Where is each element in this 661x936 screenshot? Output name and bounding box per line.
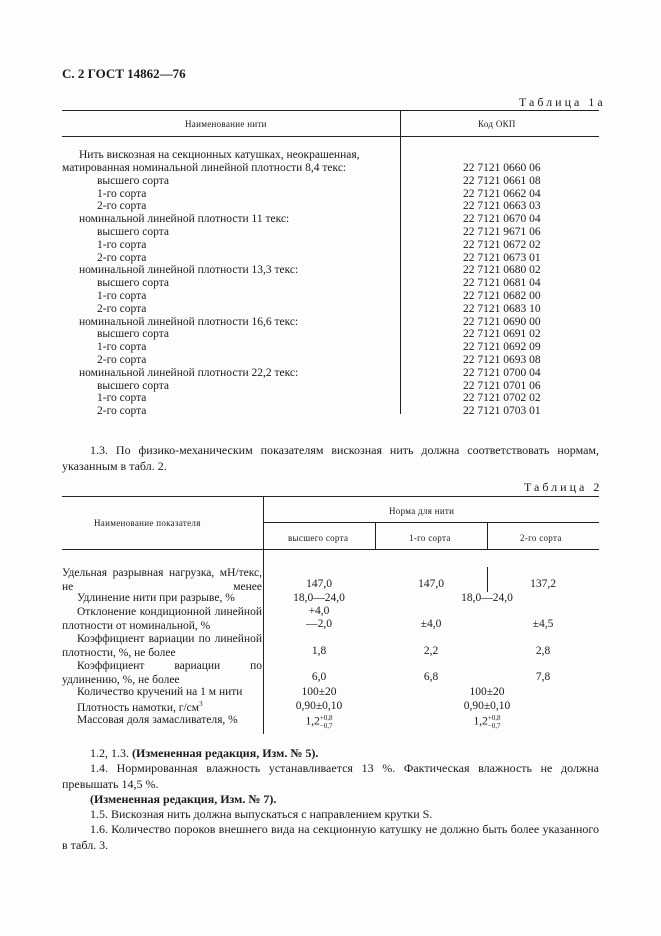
table1-intro-line2: матированная номинальной линейной плотности 8,4 текс: xyxy=(62,162,347,174)
table2-row-deviation-v2: ±4,0 xyxy=(420,618,442,630)
table2-row-strength-v2: 147,0 xyxy=(418,578,444,590)
table1-group-label: номинальной линейной плотности 11 текс: xyxy=(79,213,290,226)
table2-row-elongation-label: Удлинение нити при разрыве, % xyxy=(77,592,235,604)
table1-code: 22 7121 0691 02 xyxy=(463,328,541,341)
table1-grade-label: высшего сорта xyxy=(97,226,169,238)
table1-header-rule xyxy=(62,136,599,137)
table2-row-deviation-v1b: —2,0 xyxy=(306,618,332,630)
table2-row-winding-density-v1: 0,90±0,10 xyxy=(295,700,343,712)
table1-grade-label: 2-го сорта xyxy=(97,302,147,315)
table2-divider-3 xyxy=(487,522,488,549)
table2-top-rule xyxy=(62,496,599,497)
table2-row-cv-density-v2: 2,2 xyxy=(423,645,439,657)
table2-group-rule xyxy=(263,522,599,523)
table2-row-cv-elongation-v1: 6,0 xyxy=(311,671,327,683)
table1-code: 22 7121 0690 00 xyxy=(463,315,541,328)
table1-code: 22 7121 0663 03 xyxy=(463,200,541,213)
table2-row-cv-elongation-label: Коэффициент вариации по удлинению, %, не более xyxy=(62,660,262,686)
table2-divider-2 xyxy=(375,522,376,549)
table1-code: 22 7121 0672 02 xyxy=(463,238,541,251)
table1-grade-label: 1-го сорта xyxy=(97,290,147,302)
table1-grade-label: высшего сорта xyxy=(97,379,169,392)
table2-row-deviation-v3: ±4,5 xyxy=(532,618,554,630)
table2-sub-header-1: высшего сорта xyxy=(288,533,349,543)
table2-row-strength-v3: 137,2 xyxy=(530,578,556,590)
table2-col-name: Наименование показателя xyxy=(94,518,201,528)
table1-caption: Таблица 1а xyxy=(519,95,606,109)
table2-row-elongation-v23: 18,0—24,0 xyxy=(461,592,513,604)
table1-code: 22 7121 0661 08 xyxy=(463,174,541,187)
table2-caption: Таблица 2 xyxy=(524,480,603,494)
table1-code: 22 7121 0680 02 xyxy=(463,264,541,277)
table1-code: 22 7121 0692 09 xyxy=(463,341,541,354)
table2-row-strength-label: Удельная разрывная нагрузка, мН/текс, не менее xyxy=(62,567,262,593)
table1-col-code: Код ОКП xyxy=(478,119,516,129)
paragraph-1-6: 1.6. Количество пороков внешнего вида на секционную катушку не должно быть более указанного в табл. 3. xyxy=(62,822,599,852)
table1-code: 22 7121 0702 02 xyxy=(463,392,541,405)
table1-top-rule xyxy=(62,110,599,111)
table2-row-twists-v1: 100±20 xyxy=(301,686,337,698)
table2-row-winding-density-label: Плотность намотки, $г/см^3$ xyxy=(77,700,203,714)
table1-column-divider xyxy=(400,110,401,414)
table1-code: 22 7121 0703 01 xyxy=(463,405,541,418)
table2-row-twists-v23: 100±20 xyxy=(469,686,505,698)
table1-code: 22 7121 9671 06 xyxy=(463,226,541,238)
paragraph-1-5: 1.5. Вискозная нить должна выпускаться с направлением крутки S. xyxy=(90,807,433,821)
table2-row-cv-elongation-v2: 6,8 xyxy=(423,671,439,683)
table1-grade-label: высшего сорта xyxy=(97,328,169,341)
table2-row-twists-label: Количество кручений на 1 м нити xyxy=(77,686,243,698)
page-header: С. 2 ГОСТ 14862—76 xyxy=(62,66,186,81)
table2-row-elongation-v1: 18,0—24,0 xyxy=(293,592,345,604)
table1-grade-label: 2-го сорта xyxy=(97,251,147,264)
table2-row-cv-elongation-v3: 7,8 xyxy=(535,671,551,683)
table1-grade-label: 1-го сорта xyxy=(97,392,147,405)
table1-code: 22 7121 0673 01 xyxy=(463,251,541,264)
table1-col-name: Наименование нити xyxy=(185,119,267,129)
table2-sub-header-3: 2-го сорта xyxy=(520,533,562,543)
table2-row-deviation-label: Отклонение кондиционной линейной плотности от номинальной, % xyxy=(62,606,262,632)
table2-row-lubricant-label: Массовая доля замасливателя, % xyxy=(77,714,238,726)
paragraph-1-4: 1.4. Нормированная влажность устанавливается 13 %. Фактическая влажность не должна превышать 14,5 %. xyxy=(62,761,599,791)
table1-group-label: номинальной линейной плотности 16,6 текс: xyxy=(79,315,299,328)
table1-code: 22 7121 0700 04 xyxy=(463,366,541,379)
table1-code: 22 7121 0660 06 xyxy=(463,162,541,174)
table2-row-cv-density-v1: 1,8 xyxy=(311,645,327,657)
paragraph-1-3: 1.3. По физико-механическим показателям вискозная нить должна соответствовать нормам, указанным в табл. 2. xyxy=(62,443,599,473)
table2-sub-header-2: 1-го сорта xyxy=(409,533,451,543)
table1-code: 22 7121 0701 06 xyxy=(463,379,541,392)
table1-intro-line1: Нить вискозная на секционных катушках, неокрашенная, xyxy=(79,149,360,161)
table1-grade-label: высшего сорта xyxy=(97,277,169,290)
table2-row-cv-density-label: Коэффициент вариации по линейной плотности, %, не более xyxy=(62,633,262,659)
table1-code: 22 7121 0693 08 xyxy=(463,354,541,366)
table1-code: 22 7121 0683 10 xyxy=(463,302,541,315)
table2-row-strength-v1: 147,0 xyxy=(306,578,332,590)
table1-grade-label: 1-го сорта xyxy=(97,238,147,251)
table2-row-lubricant-v1: 1,2 +0,8 −0,7 xyxy=(305,714,333,730)
table2-row-lubricant-v23: 1,2 +0,8 −0,7 xyxy=(473,714,501,730)
note-amendment-7: (Измененная редакция, Изм. № 7). xyxy=(90,792,277,806)
table2-row-winding-density-v23: 0,90±0,10 xyxy=(463,700,511,712)
table1-grade-label: 2-го сорта xyxy=(97,405,147,418)
table2-row-cv-density-v3: 2,8 xyxy=(535,645,551,657)
table1-grade-label: высшего сорта xyxy=(97,174,169,187)
note-1-2-1-3: 1.2, 1.3. (Измененная редакция, Изм. № 5). xyxy=(90,746,319,760)
table2-group-header: Норма для нити xyxy=(389,506,455,516)
table1-grade-label: 1-го сорта xyxy=(97,187,147,200)
table1-code: 22 7121 0662 04 xyxy=(463,187,541,200)
table1-code: 22 7121 0670 04 xyxy=(463,213,541,226)
table1-grade-label: 2-го сорта xyxy=(97,354,147,366)
table1-group-label: номинальной линейной плотности 22,2 текс: xyxy=(79,366,299,379)
table1-code: 22 7121 0682 00 xyxy=(463,290,541,302)
table1-grade-label: 1-го сорта xyxy=(97,341,147,354)
table1-group-label: номинальной линейной плотности 13,3 текс: xyxy=(79,264,299,277)
table2-header-rule xyxy=(62,549,599,550)
table2-row-deviation-v1a: +4,0 xyxy=(308,605,330,617)
table1-code: 22 7121 0681 04 xyxy=(463,277,541,290)
table1-grade-label: 2-го сорта xyxy=(97,200,147,213)
